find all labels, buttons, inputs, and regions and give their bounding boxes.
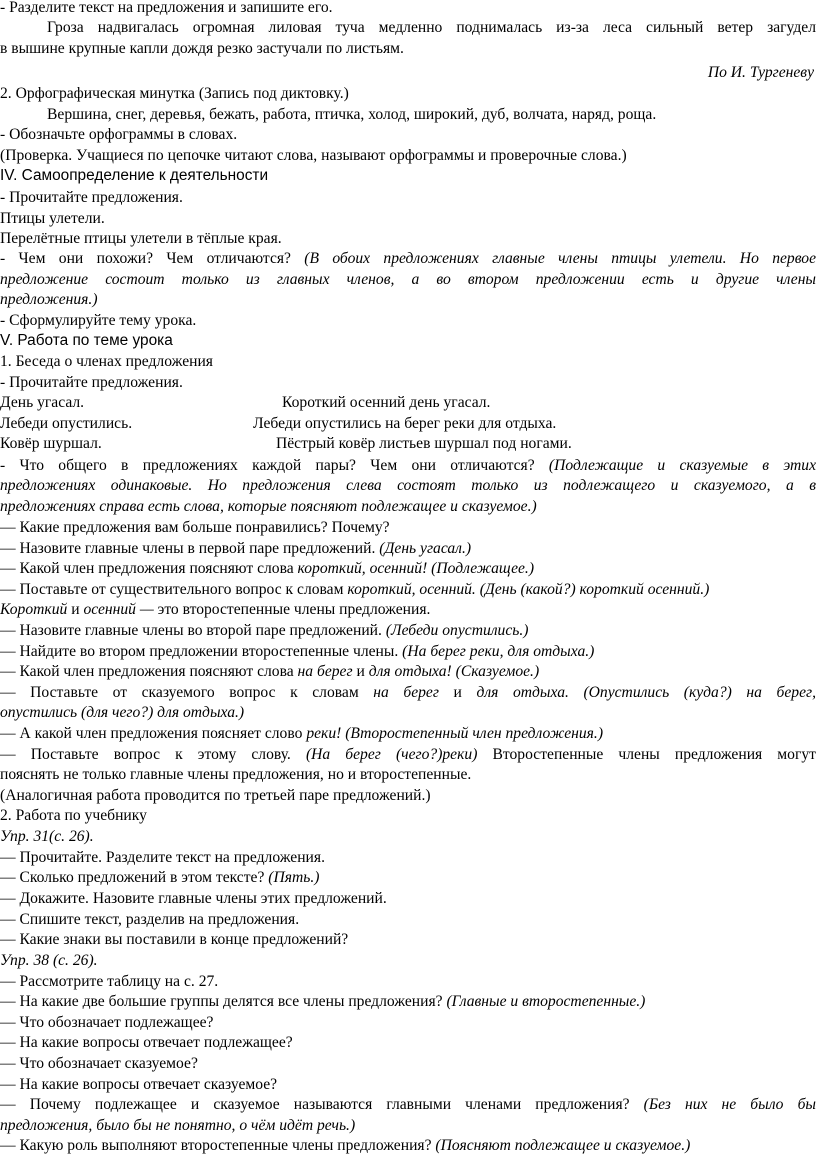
- answer-line: предложения, было бы не понятно, о чём идёт речь.): [0, 1117, 356, 1134]
- answer-line: предложениях одинаковые. Но предложения слева состоят только из подлежащего и сказуемого, а в: [0, 477, 816, 494]
- note-paragraph: (Аналогичная работа проводится по третьей паре предложений.): [0, 787, 431, 804]
- question-line: — А какой член предложения поясняет слово реки! (Второстепенный член предложения.): [0, 725, 604, 742]
- question-line: — Какие предложения вам больше понравились? Почему?: [0, 519, 390, 536]
- task-instruction: - Разделите текст на предложения и запишите его.: [0, 0, 333, 16]
- question-line: — Какие знаки вы поставили в конце предложений?: [0, 931, 349, 948]
- subsection-heading: 1. Беседа о членах предложения: [0, 353, 213, 370]
- task-instruction: - Сформулируйте тему урока.: [0, 312, 197, 329]
- section-heading-v: V. Работа по теме урока: [0, 332, 173, 349]
- question-line: — Что обозначает подлежащее?: [0, 1014, 214, 1031]
- example-sentence: Птицы улетели.: [0, 210, 105, 227]
- question-line: — Какой член предложения поясняют слова на берег и для отдыха! (Сказуемое.): [0, 663, 540, 680]
- statement-line: пояснять не только главные члены предложения, но и второстепенные.: [0, 766, 472, 783]
- question-line: — Поставьте вопрос к этому слову. (На берег (чего?)реки) Второстепенные члены предложения могут: [0, 746, 816, 763]
- question-line: — На какие вопросы отвечает подлежащее?: [0, 1034, 293, 1051]
- task-instruction: - Прочитайте предложения.: [0, 374, 183, 391]
- question-line: — Что обозначает сказуемое?: [0, 1055, 198, 1072]
- extended-sentence: Пёстрый ковёр листьев шуршал под ногами.: [276, 435, 572, 452]
- question-line: — Назовите главные члены в первой паре предложений. (День угасал.): [0, 540, 472, 557]
- sentence-pair-row: [0, 434, 816, 455]
- question-line: - Чем они похожи? Чем отличаются? (В обоих предложениях главные члены птицы улетели. Но первое: [0, 250, 816, 267]
- question-line: — Почему подлежащее и сказуемое называются главными членами предложения? (Без них не было бы: [0, 1096, 816, 1113]
- question-line: — Рассмотрите таблицу на с. 27.: [0, 973, 219, 990]
- extended-sentence: Лебеди опустились на берег реки для отдыха.: [253, 415, 557, 432]
- answer-line: опустились (для чего?) для отдыха.): [0, 704, 245, 721]
- question-line: — Спишите текст, разделив на предложения.: [0, 911, 300, 928]
- short-sentence: Ковёр шуршал.: [0, 435, 102, 452]
- answer-line: предложение состоит только из главных членов, а во втором предложении есть и другие члены: [0, 271, 816, 288]
- question-line: — Какой член предложения поясняют слова короткий, осенний! (Подлежащее.): [0, 560, 535, 577]
- dictation-text-line-1: Гроза надвигалась огромная лиловая туча медленно поднималась из-за леса сильный ветер загудел: [47, 19, 816, 36]
- section-heading-iv: IV. Самоопределение к деятельности: [0, 167, 269, 184]
- answer-line: предложения.): [0, 291, 98, 308]
- answer-line: предложениях справа есть слова, которые поясняют подлежащее и сказуемое.): [0, 498, 537, 515]
- exercise-reference: Упр. 38 (с. 26).: [0, 952, 98, 969]
- question-line: — На какие вопросы отвечает сказуемое?: [0, 1076, 278, 1093]
- exercise-reference: Упр. 31(с. 26).: [0, 828, 94, 845]
- task-instruction: - Прочитайте предложения.: [0, 189, 183, 206]
- short-sentence: День угасал.: [0, 394, 85, 411]
- subsection-heading: 2. Работа по учебнику: [0, 807, 147, 824]
- dictation-text-line-2: в вышине крупные капли дождя резко застучали по листьям.: [0, 40, 404, 57]
- extended-sentence: Короткий осенний день угасал.: [282, 394, 491, 411]
- question-line: — Сколько предложений в этом тексте? (Пять.): [0, 869, 320, 886]
- dictation-words: Вершина, снег, деревья, бежать, работа, птичка, холод, широкий, дуб, волчата, наряд, роща.: [47, 106, 657, 123]
- question-line: — Докажите. Назовите главные члены этих предложений.: [0, 890, 387, 907]
- question-line: — Найдите во втором предложении второстепенные члены. (На берег реки, для отдыха.): [0, 643, 595, 660]
- question-line: — Прочитайте. Разделите текст на предложения.: [0, 849, 325, 866]
- text-attribution: По И. Тургеневу: [707, 64, 814, 81]
- statement-line: Короткий и осенний — это второстепенные члены предложения.: [0, 601, 431, 618]
- note-paragraph: (Проверка. Учащиеся по цепочке читают слова, называют орфограммы и проверочные слова.): [0, 147, 627, 164]
- section-heading-spelling: 2. Орфографическая минутка (Запись под диктовку.): [0, 85, 349, 102]
- sentence-pair-row: [0, 414, 816, 435]
- question-line: — Назовите главные члены во второй паре предложений. (Лебеди опустились.): [0, 622, 529, 639]
- task-instruction: - Обозначьте орфограммы в словах.: [0, 126, 238, 143]
- example-sentence: Перелётные птицы улетели в тёплые края.: [0, 230, 282, 247]
- question-line: — Поставьте от существительного вопрос к словам короткий, осенний. (День (какой?) короткий осенний.): [0, 581, 710, 598]
- short-sentence: Лебеди опустились.: [0, 415, 133, 432]
- question-line: - Что общего в предложениях каждой пары? Чем они отличаются? (Подлежащие и сказуемые в этих: [0, 457, 816, 474]
- question-line: — На какие две большие группы делятся все члены предложения? (Главные и второстепенные.): [0, 993, 646, 1010]
- sentence-pair-row: [0, 393, 816, 414]
- question-line: — Какую роль выполняют второстепенные члены предложения? (Поясняют подлежащее и сказуемое.): [0, 1137, 691, 1154]
- question-line: — Поставьте от сказуемого вопрос к словам на берег и для отдыха. (Опустились (куда?) на берег,: [0, 684, 816, 701]
